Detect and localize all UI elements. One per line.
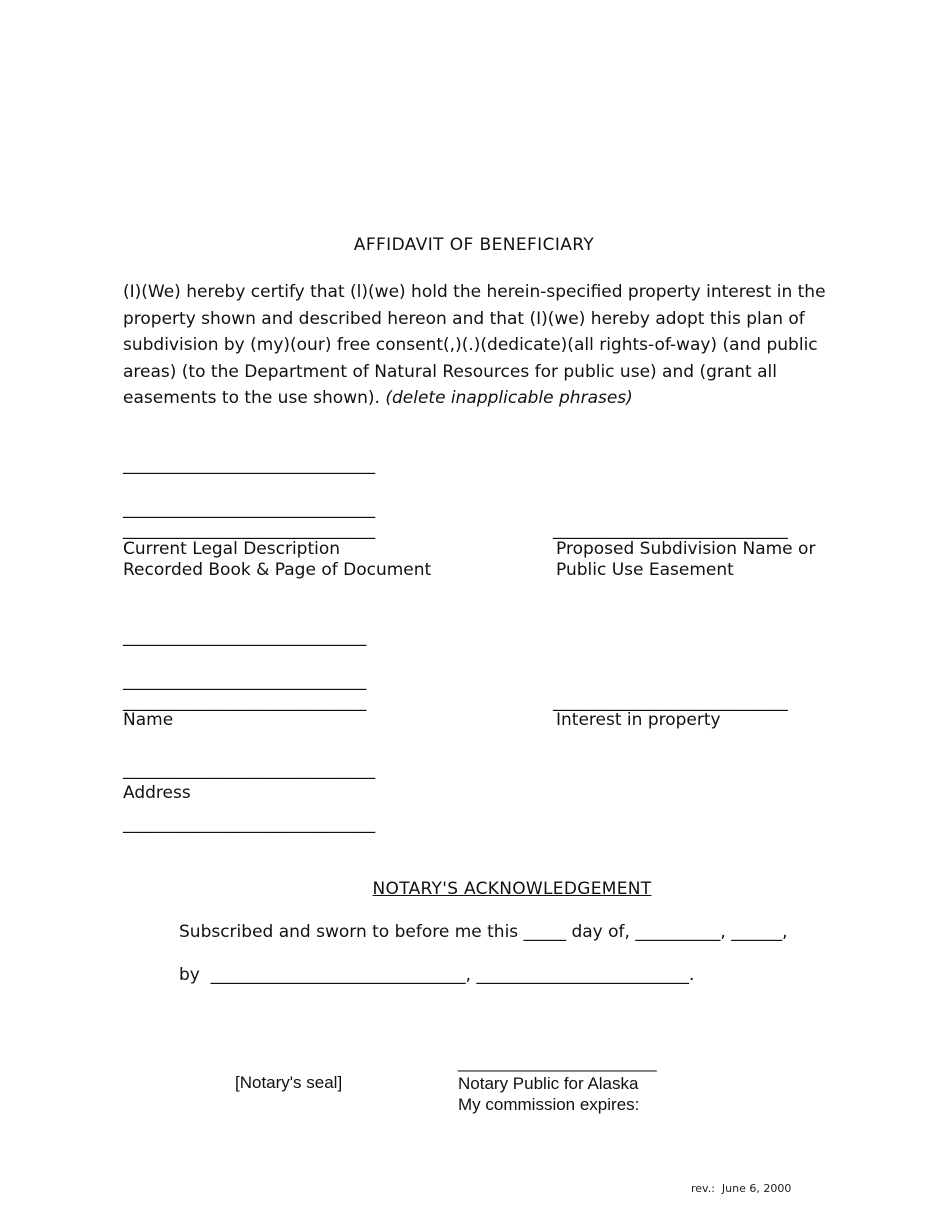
subdivision-label-1: Proposed Subdivision Name or (556, 539, 816, 559)
subdivision-name-line[interactable]: ___________________________ (553, 520, 788, 540)
interest-label: Interest in property (556, 710, 721, 730)
legal-description-label-1: Current Legal Description (123, 539, 341, 559)
notary-public-label: Notary Public for Alaska (458, 1074, 639, 1093)
notary-public-block (458, 1073, 639, 1115)
revision-date: rev.: June 6, 2000 (691, 1182, 792, 1195)
legal-description-label (123, 539, 431, 581)
by-line[interactable]: by ______________________________, _________________________. (179, 965, 695, 985)
notary-signature-line[interactable]: _____________________ (458, 1053, 657, 1072)
legal-description-line-2[interactable]: _____________________________ (123, 499, 376, 519)
document-title: AFFIDAVIT OF BENEFICIARY (353, 235, 595, 255)
certification-hint: (delete inapplicable phrases) (385, 388, 633, 408)
address-line-2[interactable]: _____________________________ (123, 814, 376, 834)
certification-paragraph (123, 279, 843, 412)
subdivision-label-2: Public Use Easement (556, 560, 734, 580)
name-line-2[interactable]: ____________________________ (123, 671, 367, 691)
notary-seal-label: [Notary's seal] (235, 1073, 343, 1092)
address-label: Address (123, 783, 191, 803)
name-line-3[interactable]: ____________________________ (123, 692, 367, 712)
commission-expires-label: My commission expires: (458, 1095, 640, 1114)
legal-description-line-1[interactable]: _____________________________ (123, 455, 376, 475)
address-line-1[interactable]: _____________________________ (123, 760, 376, 780)
sworn-line[interactable]: Subscribed and sworn to before me this _____ day of, __________, ______, (179, 922, 788, 942)
notary-title: NOTARY'S ACKNOWLEDGEMENT (372, 879, 652, 899)
certification-text: (I)(We) hereby certify that (l)(we) hold the herein-specified property interest in the property shown and described hereon and that (I)(we) hereby adopt this plan of subdivision by (my)(our) free consent(,)(.)(dedicate)(all rights-of-way) (and public areas) (to the Department of Natural Resources for public use) and (grant all easements to the use shown). (123, 282, 826, 408)
subdivision-label (556, 539, 815, 581)
legal-description-label-2: Recorded Book & Page of Document (123, 560, 432, 580)
legal-description-line-3[interactable]: _____________________________ (123, 520, 376, 540)
interest-line[interactable]: ___________________________ (553, 692, 788, 712)
name-label: Name (123, 710, 174, 730)
name-line-1[interactable]: ____________________________ (123, 627, 367, 647)
